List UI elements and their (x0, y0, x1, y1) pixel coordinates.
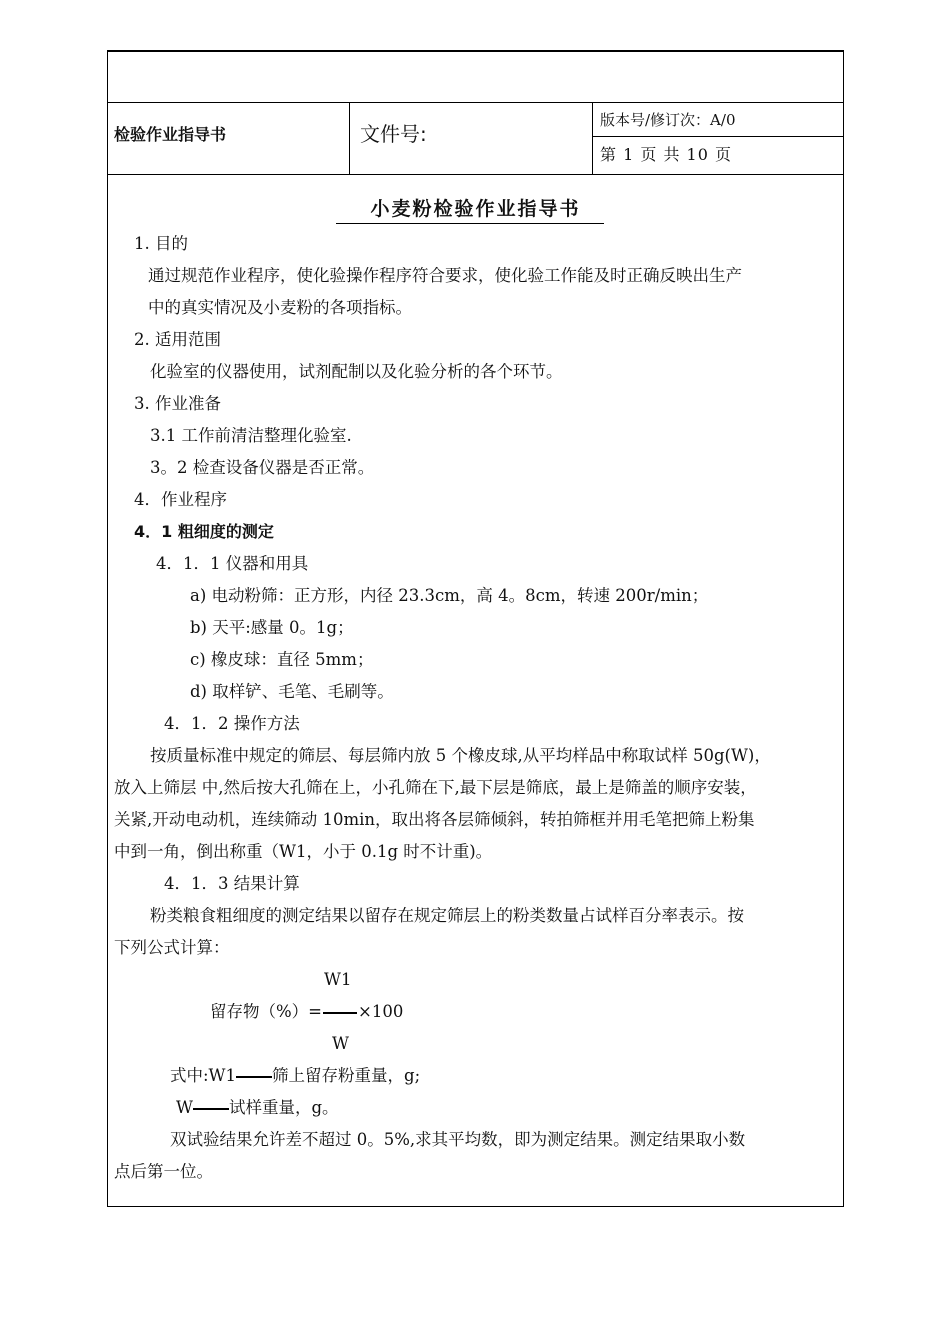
header-top-rule (108, 102, 843, 103)
definition-w-text: 试样重量，g。 (228, 1098, 339, 1117)
operation-text: 中到一角，倒出称重（W1，小于 0.1g 时不计重)。 (114, 842, 493, 861)
header-bottom-rule (108, 174, 843, 175)
list-item-d: d) 取样铲、毛笔、毛刷等。 (190, 682, 394, 701)
operation-text: 放入上筛层 中,然后按大孔筛在上，小孔筛在下,最下层是筛底，最上是筛盖的顺序安装， (114, 778, 757, 797)
section-4-1-2-heading: 4．1．2 操作方法 (164, 714, 300, 733)
definition-w1-symbol: 式中:W1 (170, 1066, 237, 1085)
definition-w1 (170, 1068, 420, 1085)
title-underline (336, 223, 604, 224)
section-3-2: 3。2 检查设备仪器是否正常。 (150, 458, 375, 477)
formula-right: ×100 (358, 1002, 404, 1021)
section-4-1-3-heading: 4．1．3 结果计算 (164, 874, 300, 893)
section-1-heading: 1. 目的 (134, 234, 188, 253)
section-1-text: 中的真实情况及小麦粉的各项指标。 (148, 298, 412, 317)
tolerance-text: 双试验结果允许差不超过 0。5%,求其平均数，即为测定结果。测定结果取小数 (170, 1130, 746, 1149)
section-1-text: 通过规范作业程序，使化验操作程序符合要求，使化验工作能及时正确反映出生产 (148, 266, 742, 285)
header-divider-1 (349, 102, 350, 174)
section-3-heading: 3. 作业准备 (134, 394, 221, 413)
section-4-heading: 4．作业程序 (134, 490, 227, 509)
header-right-split (592, 136, 843, 137)
section-2-heading: 2. 适用范围 (134, 330, 221, 349)
document-frame (107, 50, 844, 1207)
tolerance-text: 点后第一位。 (114, 1162, 213, 1181)
list-item-c: c) 橡皮球：直径 5mm； (190, 650, 374, 669)
doc-type-label: 检验作业指导书 (114, 125, 227, 144)
definition-w-symbol: W (176, 1098, 193, 1117)
fraction-bar (323, 1012, 357, 1014)
section-2-text: 化验室的仪器使用，试剂配制以及化验分析的各个环节。 (150, 362, 563, 381)
operation-text: 按质量标准中规定的筛层、每层筛内放 5 个橡皮球,从平均样品中称取试样 50g(W)， (150, 746, 771, 765)
document-title: 小麦粉检验作业指导书 (370, 198, 581, 220)
formula-denominator: W (332, 1034, 349, 1053)
formula (210, 1004, 403, 1021)
header-divider-2 (592, 102, 593, 174)
version-label: 版本号/修订次：A/0 (600, 111, 736, 129)
formula-left: 留存物（%）= (210, 1002, 323, 1021)
definition-w (176, 1100, 339, 1117)
operation-text: 关紧,开动电动机，连续筛动 10min，取出将各层筛倾斜，转拍筛框并用毛笔把筛上粉集 (114, 810, 755, 829)
file-number-label: 文件号: (360, 122, 427, 146)
calculation-text: 下列公式计算： (114, 938, 230, 957)
section-4-1-1-heading: 4．1．1 仪器和用具 (156, 554, 309, 573)
definition-w1-text: 筛上留存粉重量，g; (272, 1066, 421, 1085)
dash (193, 1108, 229, 1110)
list-item-a: a) 电动粉筛：正方形，内径 23.3cm，高 4。8cm，转速 200r/min； (190, 586, 709, 605)
formula-numerator: W1 (324, 970, 352, 989)
list-item-b: b) 天平:感量 0。1g； (190, 618, 354, 637)
dash (236, 1076, 272, 1078)
section-4-1-heading: 4．1 粗细度的测定 (134, 522, 274, 541)
calculation-text: 粉类粮食粗细度的测定结果以留存在规定筛层上的粉类数量占试样百分率表示。按 (150, 906, 744, 925)
page-info: 第 1 页 共 10 页 (600, 145, 732, 164)
section-3-1: 3.1 工作前清洁整理化验室. (150, 426, 352, 445)
